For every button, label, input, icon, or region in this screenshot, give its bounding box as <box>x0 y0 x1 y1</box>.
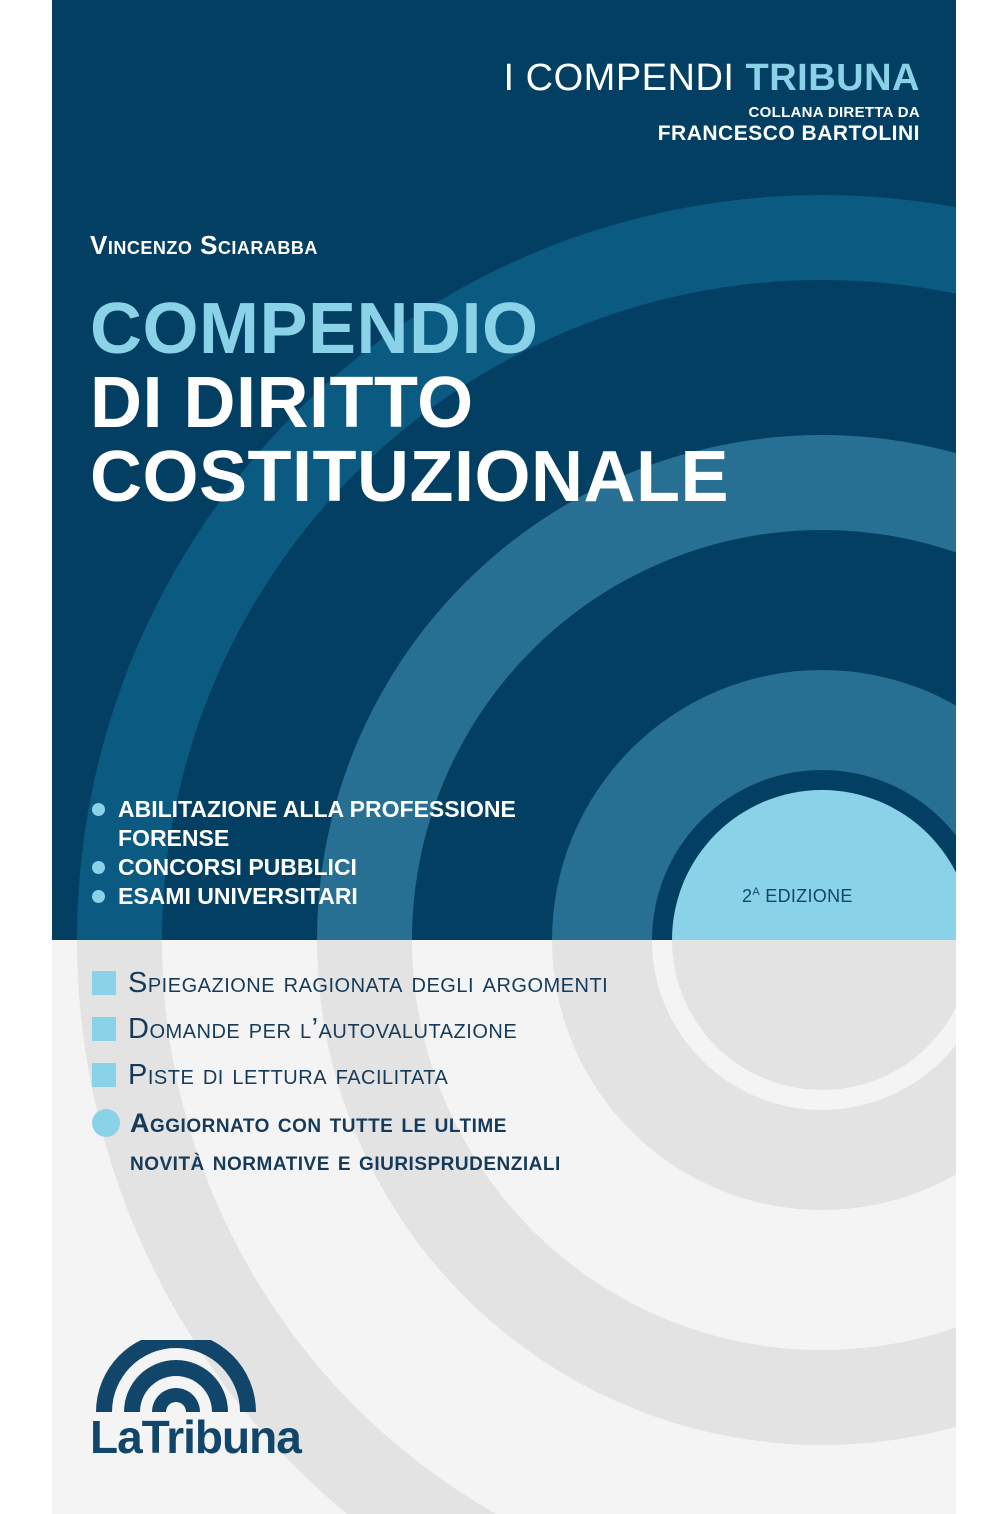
bullet-dot-icon <box>92 861 105 874</box>
target-item <box>92 795 516 824</box>
feature-item <box>92 1011 608 1057</box>
concentric-rings-graphic <box>52 0 956 1514</box>
bullet-dot-icon <box>92 890 105 903</box>
book-title <box>90 289 729 517</box>
target-item <box>92 853 516 882</box>
series-editor-name: FRANCESCO BARTOLINI <box>657 122 920 145</box>
target-item <box>92 882 516 911</box>
book-cover <box>52 0 956 1514</box>
title-line-3: COSTITUZIONALE <box>90 437 729 517</box>
update-line-1: Aggiornato con tutte le ultime <box>130 1108 507 1138</box>
bullet-dot-icon <box>92 803 105 816</box>
title-line-1: COMPENDIO <box>90 289 539 369</box>
bullet-dot-icon <box>92 1109 120 1137</box>
series-header <box>504 56 920 146</box>
edition-word: EDIZIONE <box>765 886 853 906</box>
publisher-logo <box>90 1340 301 1463</box>
feature-label: Spiegazione ragionata degli argomenti <box>128 967 609 999</box>
series-title <box>504 56 920 100</box>
feature-label: Domande per l’autovalutazione <box>128 1013 518 1045</box>
feature-item <box>92 1057 608 1103</box>
target-audience-list <box>92 795 516 911</box>
target-item-label: ESAMI UNIVERSITARI <box>118 883 358 909</box>
edition-superscript: A <box>752 886 760 898</box>
series-highlight: TRIBUNA <box>745 57 920 99</box>
signal-arcs-icon <box>90 1340 260 1412</box>
update-notice <box>92 1104 561 1180</box>
author-name: Vincenzo Sciarabba <box>90 230 318 260</box>
series-prefix: I COMPENDI <box>503 57 735 99</box>
update-line-2: novità normative e giurisprudenziali <box>130 1146 561 1176</box>
series-editor-label: COLLANA DIRETTA DA <box>748 104 920 121</box>
target-item-label: ABILITAZIONE ALLA PROFESSIONE <box>118 796 516 822</box>
edition-label <box>742 886 853 907</box>
publisher-name: LaTribuna <box>90 1411 301 1463</box>
target-item-label: CONCORSI PUBBLICI <box>118 854 357 880</box>
edition-number: 2 <box>742 886 753 906</box>
title-line-2: DI DIRITTO <box>90 363 474 443</box>
target-item-continuation: FORENSE <box>118 825 230 851</box>
square-bullet-icon <box>92 1063 116 1087</box>
feature-label: Piste di lettura facilitata <box>128 1059 449 1091</box>
feature-item <box>92 965 608 1011</box>
features-list <box>92 965 608 1103</box>
square-bullet-icon <box>92 971 116 995</box>
square-bullet-icon <box>92 1017 116 1041</box>
